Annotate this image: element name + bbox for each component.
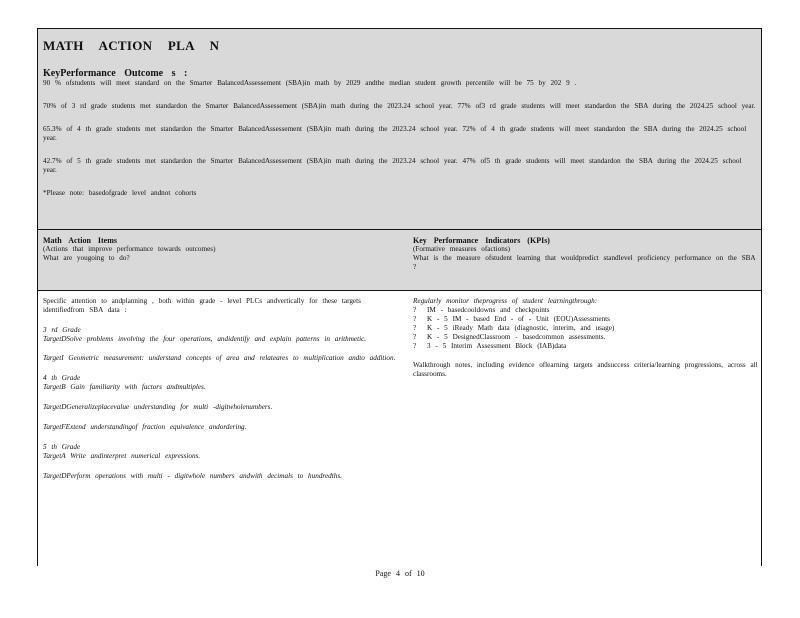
grade5-heading: 5 th Grade [43, 443, 81, 451]
list-item [413, 342, 758, 351]
list-item-text: K - 5 iReady Math data (diagnostic, interim, and usage) [427, 324, 615, 332]
headers-section [38, 230, 761, 291]
bullet-marker: ? [413, 306, 417, 314]
content-section [38, 291, 761, 566]
list-item-text: K - 5 DesignedClassroom - basedcommon assessments. [427, 333, 606, 341]
outcome-grade4: 65.3% of 4 th grade students met standardon the Smarter BalancedAssessement (SBA)in math during the 2023.24 school year. 72% of 4 th grade students will meet standardon the SBA during the 2024.25 school year. [43, 125, 747, 142]
right-intro: Regularly monitor theprogress of student learningthrough: [413, 297, 598, 305]
outcome-overall: 90 % ofstudents will meet standard on the Smarter BalancedAssessement (SBA)in math by 2029 andthe median student growth percentile will be 75 by 202 9 . [43, 79, 577, 87]
kpi-column [413, 297, 758, 379]
page-title: MATH ACTION PLA N [43, 38, 220, 53]
bullet-marker: ? [413, 324, 417, 332]
grade4-target-d: TargetDGeneralizeplacevalue understanding for multi -digitwholenumbers. [43, 403, 273, 411]
document-page [37, 28, 762, 566]
grade3-target-d: TargetDSolve problems involving the four operations, andidentify and explain patterns in arithmetic. [43, 335, 367, 343]
walkthrough-note: Walkthrough notes, including evidence oflearning targets andsuccess criteria/learning progressions, across all classrooms. [413, 361, 758, 378]
outcomes-section [38, 29, 761, 230]
list-item [413, 306, 758, 315]
grade3-heading: 3 rd Grade [43, 326, 81, 334]
outcome-grade5: 42.7% of 5 th grade students met standardon the Smarter BalancedAssessement (SBA)in math during the 2023.24 school year. 47% of5 th grade students will meet standardon the SBA during the 2024.25 school year. [43, 157, 742, 174]
list-item-text: IM - basedcooldowns and checkpoints [427, 306, 550, 314]
grade5-target-d: TargetDPerform operations with multi - digitwhole numbers andwith decimals to hundredths. [43, 472, 342, 480]
list-item-text: K - 5 IM - based End - of - Unit (EOU)Assessments [427, 315, 610, 323]
action-items-column [43, 297, 403, 481]
grade4-heading: 4 th Grade [43, 374, 81, 382]
grade4-target-b: TargetB Gain familiarity with factors andmultiples. [43, 383, 206, 391]
list-item [413, 333, 758, 342]
grade3-target-i: TargetI Geometric measurement: understand concepts of area and relateares to multiplication andto addition. [43, 354, 396, 362]
kpi-sub2: What is the measure ofstudent learning that wouldpredict standlevel proficiency performance on the SBA ? [413, 254, 756, 271]
grade4-target-f: TargetFExtend understandingof fraction equivalence andordering. [43, 423, 247, 431]
kpi-heading: Key Performance Indicators (KPIs) [413, 236, 550, 245]
action-items-heading: Math Action Items [43, 236, 117, 245]
bullet-marker: ? [413, 342, 417, 350]
kpi-sub1: (Formative measures ofactions) [413, 245, 511, 253]
list-item [413, 315, 758, 324]
list-item-text: 3 - 5 Interim Assessment Block (IAB)data [427, 342, 567, 350]
action-items-header [43, 236, 403, 263]
outcome-grade3: 70% of 3 rd grade students met standardon the Smarter BalancedAssessement (SBA)in math during the 2023.24 school year. 77% of3 rd grade students will meet standardon the SBA during the 2024.25 school year. [43, 102, 756, 110]
left-intro: Specific attention to andplanning , both within grade - level PLCs andvertically for these targets identifiedfrom SBA data : [43, 297, 361, 314]
bullet-marker: ? [413, 333, 417, 341]
kpi-header [413, 236, 758, 272]
action-items-sub2: What are yougoing to do? [43, 254, 130, 262]
list-item [413, 324, 758, 333]
grade5-target-a: TargetA Write andinterpret numerical expressions. [43, 452, 201, 460]
bullet-marker: ? [413, 315, 417, 323]
action-items-sub1: (Actions that improve performance towards outcomes) [43, 245, 216, 253]
note: *Please note: basedofgrade level andnot cohorts [43, 189, 197, 197]
kpo-heading: KeyPerformance Outcome s : [43, 68, 188, 79]
page-number: Page 4 of 10 [375, 569, 425, 578]
